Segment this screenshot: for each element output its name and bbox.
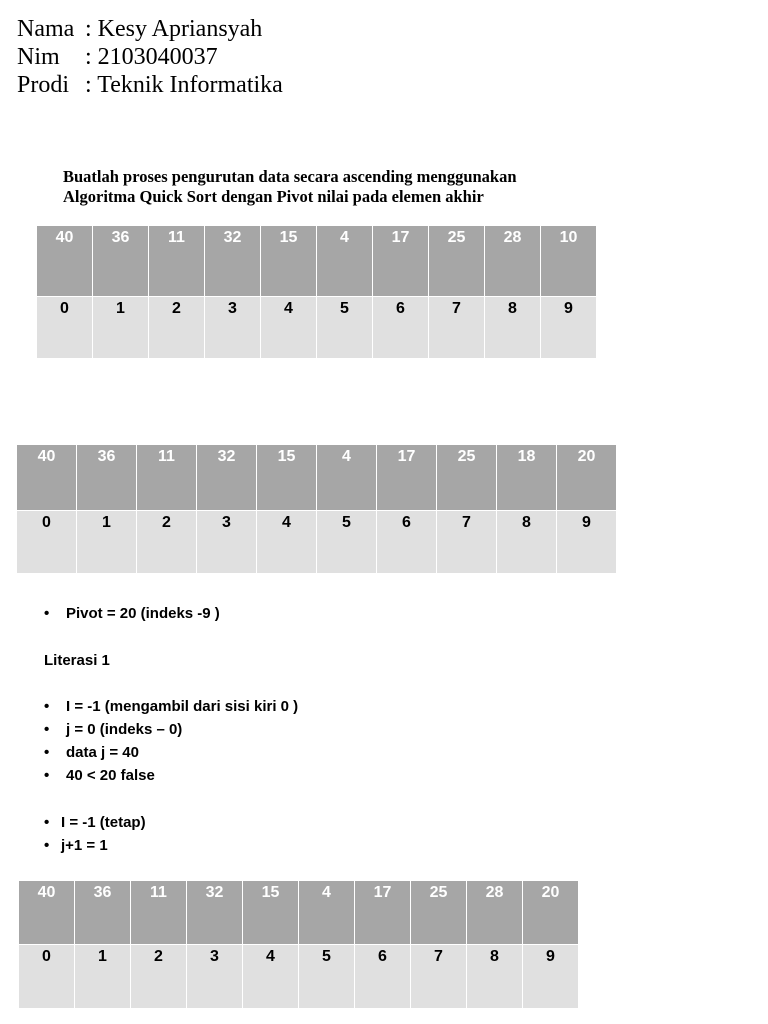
array-index-cell: 9: [557, 511, 617, 574]
name-row: [17, 15, 283, 43]
step-item: • j = 0 (indeks – 0): [44, 718, 298, 741]
array-indices-row: [17, 511, 617, 574]
nim-value: : 2103040037: [85, 44, 218, 70]
array-index-cell: 3: [205, 297, 261, 359]
array-index-cell: 3: [197, 511, 257, 574]
array-index-cell: 8: [497, 511, 557, 574]
instruction-line-1: Buatlah proses pengurutan data secara ascending menggunakan: [63, 167, 517, 186]
array-table-1: [36, 225, 597, 359]
array-index-cell: 1: [77, 511, 137, 574]
prodi-row: [17, 71, 283, 99]
prodi-value: : Teknik Informatika: [85, 72, 283, 98]
array-indices-row: [37, 297, 597, 359]
array-index-cell: 4: [243, 945, 299, 1009]
array-value-cell: 25: [429, 226, 485, 297]
array-value-cell: 40: [37, 226, 93, 297]
array-index-cell: 5: [317, 297, 373, 359]
array-index-cell: 8: [467, 945, 523, 1009]
array-index-cell: 1: [75, 945, 131, 1009]
array-index-cell: 9: [541, 297, 597, 359]
name-value: : Kesy Apriansyah: [85, 16, 263, 42]
name-label: Nama: [17, 16, 75, 42]
iteration-steps-2: [44, 811, 146, 857]
pivot-item: • Pivot = 20 (indeks -9 ): [44, 602, 220, 625]
array-value-cell: 4: [299, 881, 355, 945]
iteration-steps-1: [44, 695, 298, 787]
array-value-cell: 4: [317, 445, 377, 511]
array-index-cell: 2: [131, 945, 187, 1009]
array-index-cell: 6: [355, 945, 411, 1009]
array-values-row: [19, 881, 579, 945]
array-value-cell: 32: [187, 881, 243, 945]
step-item: • j+1 = 1: [44, 834, 146, 857]
array-index-cell: 7: [437, 511, 497, 574]
array-index-cell: 0: [19, 945, 75, 1009]
array-value-cell: 40: [17, 445, 77, 511]
array-value-cell: 17: [377, 445, 437, 511]
array-index-cell: 0: [37, 297, 93, 359]
array-table-2: [16, 444, 617, 574]
array-index-cell: 6: [373, 297, 429, 359]
array-value-cell: 20: [523, 881, 579, 945]
array-value-cell: 28: [485, 226, 541, 297]
array-index-cell: 5: [299, 945, 355, 1009]
nim-label: Nim: [17, 44, 60, 70]
array-table-3: [18, 880, 579, 1009]
array-index-cell: 8: [485, 297, 541, 359]
pivot-note: [44, 602, 220, 625]
array-value-cell: 36: [75, 881, 131, 945]
array-value-cell: 36: [93, 226, 149, 297]
student-header: [17, 15, 283, 99]
array-value-cell: 32: [197, 445, 257, 511]
iteration-title: Literasi 1: [44, 652, 110, 669]
array-value-cell: 15: [243, 881, 299, 945]
array-index-cell: 2: [137, 511, 197, 574]
instruction-text: [63, 167, 517, 207]
array-value-cell: 10: [541, 226, 597, 297]
array-value-cell: 40: [19, 881, 75, 945]
array-value-cell: 15: [261, 226, 317, 297]
array-value-cell: 15: [257, 445, 317, 511]
array-index-cell: 1: [93, 297, 149, 359]
array-value-cell: 32: [205, 226, 261, 297]
array-values-row: [17, 445, 617, 511]
array-value-cell: 18: [497, 445, 557, 511]
array-index-cell: 5: [317, 511, 377, 574]
steps-list-2: [44, 811, 146, 857]
step-item: • data j = 40: [44, 741, 298, 764]
array-value-cell: 25: [411, 881, 467, 945]
array-value-cell: 20: [557, 445, 617, 511]
nim-row: [17, 43, 283, 71]
step-item: • I = -1 (mengambil dari sisi kiri 0 ): [44, 695, 298, 718]
array-indices-row: [19, 945, 579, 1009]
step-item: • I = -1 (tetap): [44, 811, 146, 834]
array-value-cell: 17: [373, 226, 429, 297]
array-index-cell: 2: [149, 297, 205, 359]
array-index-cell: 7: [411, 945, 467, 1009]
instruction-line-2: Algoritma Quick Sort dengan Pivot nilai pada elemen akhir: [63, 187, 484, 206]
array-value-cell: 11: [137, 445, 197, 511]
array-index-cell: 4: [257, 511, 317, 574]
array-value-cell: 17: [355, 881, 411, 945]
array-value-cell: 36: [77, 445, 137, 511]
array-value-cell: 11: [149, 226, 205, 297]
prodi-label: Prodi: [17, 72, 70, 98]
step-item: • 40 < 20 false: [44, 764, 298, 787]
array-index-cell: 4: [261, 297, 317, 359]
array-index-cell: 0: [17, 511, 77, 574]
array-value-cell: 28: [467, 881, 523, 945]
array-value-cell: 4: [317, 226, 373, 297]
array-values-row: [37, 226, 597, 297]
array-value-cell: 11: [131, 881, 187, 945]
pivot-list: [44, 602, 220, 625]
array-value-cell: 25: [437, 445, 497, 511]
steps-list-1: [44, 695, 298, 787]
array-index-cell: 9: [523, 945, 579, 1009]
array-index-cell: 6: [377, 511, 437, 574]
array-index-cell: 3: [187, 945, 243, 1009]
array-index-cell: 7: [429, 297, 485, 359]
